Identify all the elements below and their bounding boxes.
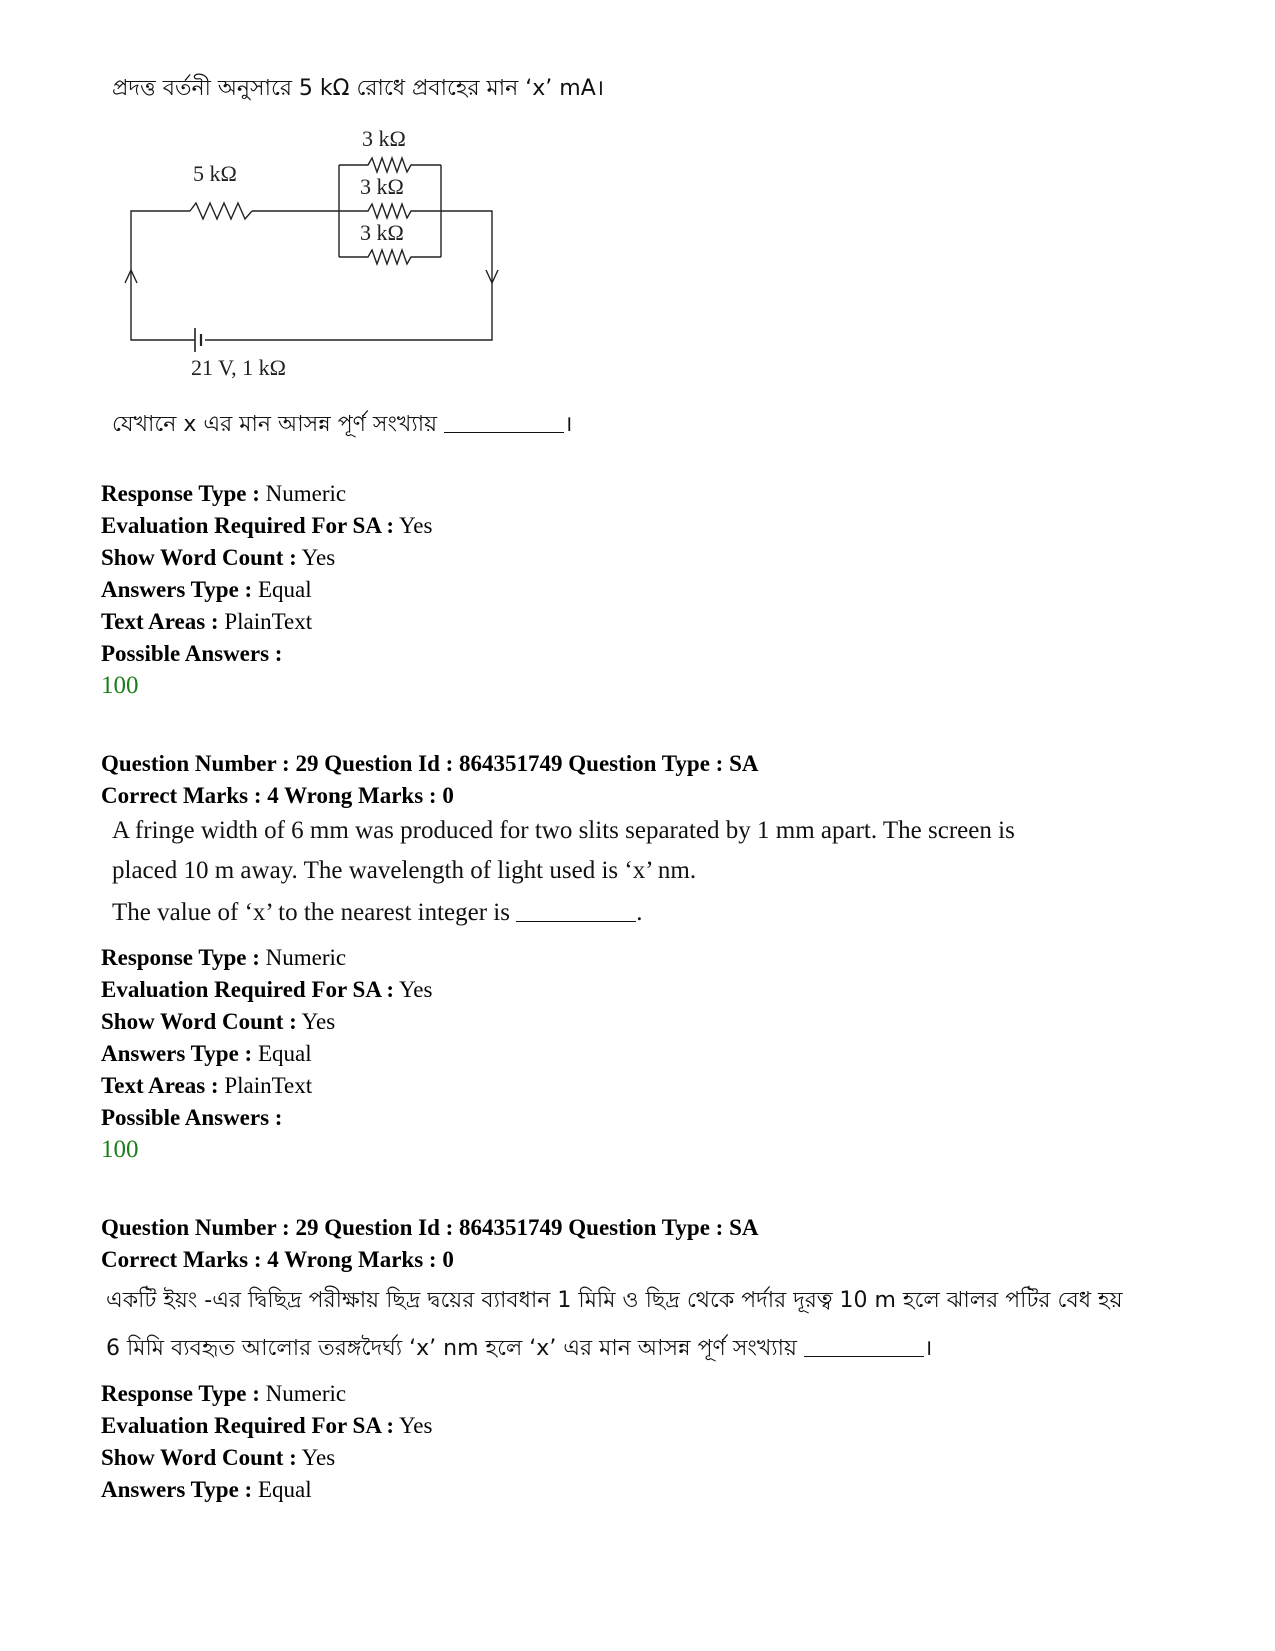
wire-left [131,211,190,270]
label-3k-bottom: 3 kΩ [360,220,404,245]
q29-en-line1: A fringe width of 6 mm was produced for two slits separated by 1 mm apart. The screen is [112,817,1015,844]
meta-value: PlainText [218,609,313,634]
q29-bn-line2-end: । [924,1336,933,1361]
question-header-line: Question Number : 29 Question Id : 864351749 Question Type : SA [101,1215,759,1240]
block3-metadata [101,1378,432,1506]
q29-bn-header [101,1212,759,1276]
answer-blank [516,921,636,922]
wire-right [205,211,492,340]
meta-row [101,574,432,606]
meta-key: Show Word Count : [101,545,297,570]
q28-prompt-end: । [564,412,573,437]
meta-value: Numeric [259,1381,347,1406]
meta-row [101,478,432,510]
meta-key: Response Type : [101,1381,260,1406]
meta-value: PlainText [218,1073,313,1098]
q29-en-line3-end: . [636,899,643,926]
meta-row [101,1038,432,1070]
q29-bn-line2 [106,1336,932,1362]
meta-key: Evaluation Required For SA : [101,1413,395,1438]
marks-line: Correct Marks : 4 Wrong Marks : 0 [101,783,454,808]
meta-row [101,942,432,974]
meta-row [101,1378,432,1410]
meta-key: Show Word Count : [101,1009,297,1034]
meta-value: Equal [252,1477,312,1502]
meta-value: Yes [394,977,433,1002]
meta-key: Show Word Count : [101,1445,297,1470]
answer-blank [804,1356,924,1357]
meta-row [101,1102,432,1134]
resistor-3k-bottom [339,250,441,264]
meta-value: Equal [252,1041,312,1066]
marks-line: Correct Marks : 4 Wrong Marks : 0 [101,1247,454,1272]
q29-en-line3 [112,898,643,928]
meta-value: Yes [394,1413,433,1438]
meta-row [101,1006,432,1038]
resistor-5k [190,203,252,219]
resistor-3k-top [339,158,441,172]
circuit-diagram [118,120,518,390]
label-3k-mid: 3 kΩ [360,174,404,199]
wire-bottom-left [131,270,195,340]
meta-key: Possible Answers : [101,641,283,666]
label-3k-top: 3 kΩ [362,126,406,151]
q28-bengali-prompt [112,412,572,438]
meta-value: Yes [296,1009,336,1034]
meta-key: Possible Answers : [101,1105,283,1130]
q28-bengali-intro: প্রদত্ত বর্তনী অনুসারে 5 kΩ রোধে প্রবাহের মান ‘x’ mA। [112,76,605,101]
meta-row [101,638,432,670]
meta-row [101,1474,432,1506]
resistor-3k-mid [339,204,441,218]
meta-row [101,542,432,574]
q29-bn-line2-text: 6 মিমি ব্যবহৃত আলোর তরঙ্গদৈর্ঘ্য ‘x’ nm হলে ‘x’ এর মান আসন্ন পূর্ণ সংখ্যায় [106,1336,797,1361]
block1-metadata [101,478,432,670]
block1-possible-answer: 100 [101,672,139,699]
answer-blank [444,432,564,433]
q28-prompt-text: যেখানে x এর মান আসন্ন পূর্ণ সংখ্যায় [112,412,438,437]
meta-key: Text Areas : [101,609,219,634]
meta-value: Equal [252,577,312,602]
q29-en-line3-text: The value of ‘x’ to the nearest integer is [112,899,510,926]
question-header-line: Question Number : 29 Question Id : 864351749 Question Type : SA [101,751,759,776]
meta-value: Numeric [259,945,347,970]
meta-value: Yes [394,513,433,538]
meta-key: Answers Type : [101,1041,253,1066]
meta-key: Evaluation Required For SA : [101,513,395,538]
meta-row [101,974,432,1006]
block2-metadata [101,942,432,1134]
meta-key: Text Areas : [101,1073,219,1098]
label-5k: 5 kΩ [193,161,237,186]
meta-row [101,1070,432,1102]
q29-en-line2: placed 10 m away. The wavelength of light used is ‘x’ nm. [112,857,697,884]
meta-key: Response Type : [101,481,260,506]
meta-row [101,606,432,638]
label-battery: 21 V, 1 kΩ [191,355,287,380]
meta-row [101,1442,432,1474]
meta-key: Answers Type : [101,577,253,602]
meta-value: Yes [296,545,336,570]
q29-bn-line1: একটি ইয়ং -এর দ্বিছিদ্র পরীক্ষায় ছিদ্র দ্বয়ের ব্যাবধান 1 মিমি ও ছিদ্র থেকে পর্দার দূরত্ব 10 m হলে ঝালর পটির বেধ হয় [106,1288,1123,1313]
meta-value: Yes [296,1445,336,1470]
block2-possible-answer: 100 [101,1136,139,1163]
q29-en-header [101,748,759,812]
meta-key: Evaluation Required For SA : [101,977,395,1002]
meta-row [101,510,432,542]
meta-row [101,1410,432,1442]
meta-key: Response Type : [101,945,260,970]
meta-value: Numeric [259,481,347,506]
meta-key: Answers Type : [101,1477,253,1502]
